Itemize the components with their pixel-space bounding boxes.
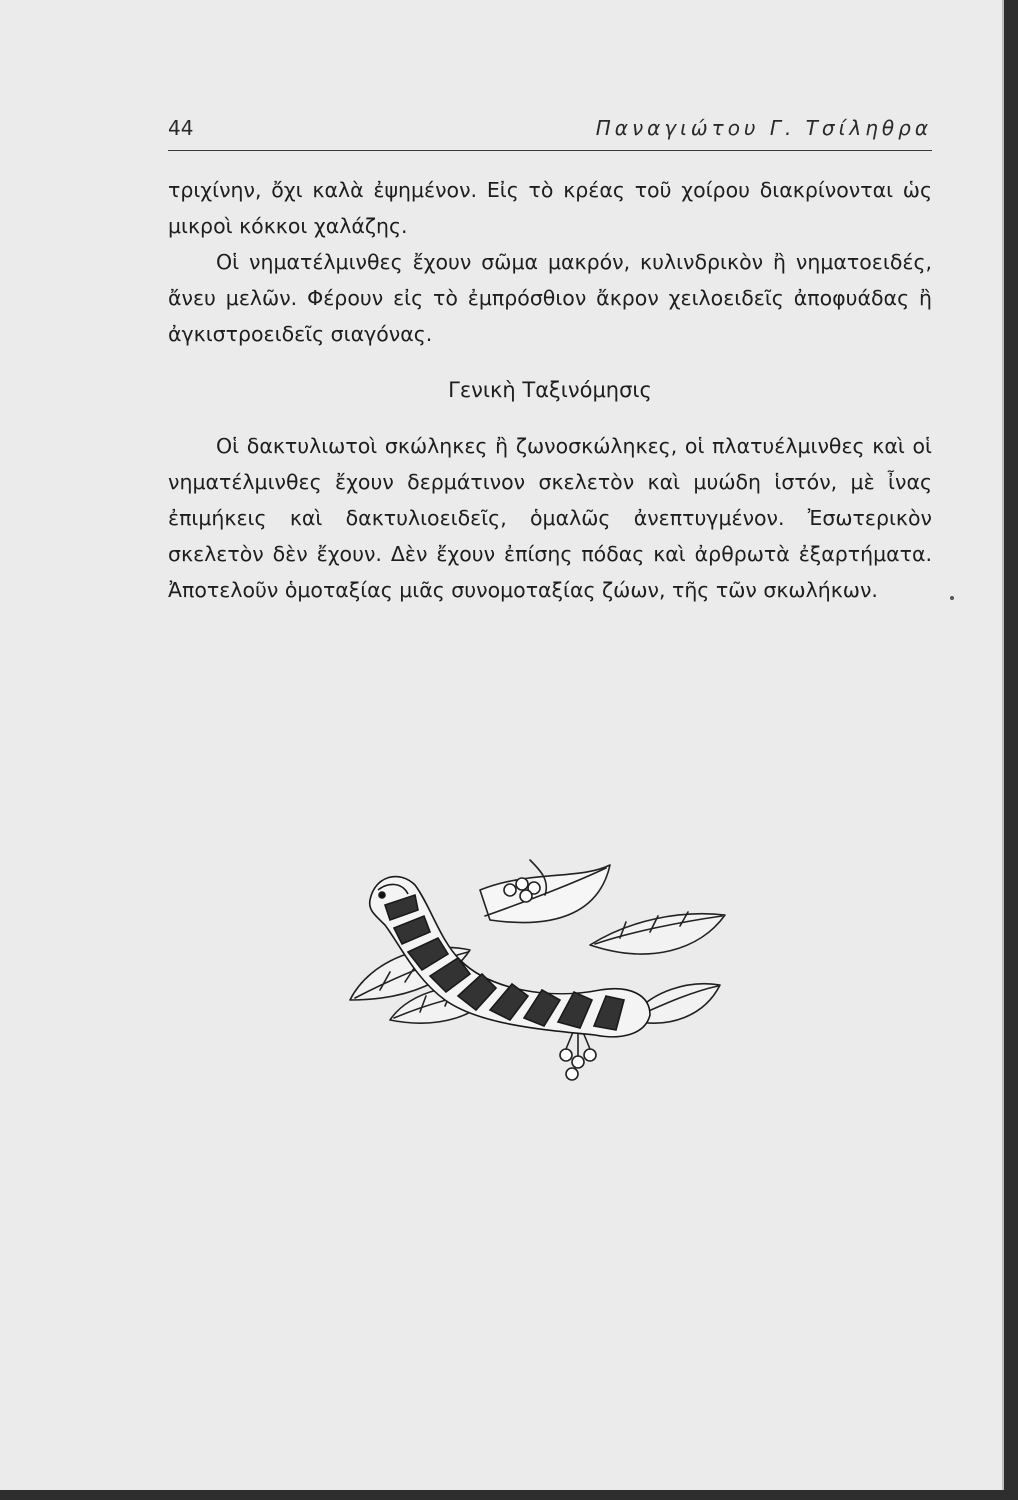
page-number: 44 <box>168 116 194 140</box>
section-heading: Γενικὴ Ταξινόμησις <box>448 378 652 402</box>
stray-ink-mark <box>950 596 954 600</box>
section-paragraph-1: Οἱ δακτυλιωτοὶ σκώληκες ἢ ζωνοσκώληκες, οἱ πλατυέλμινθες καὶ οἱ νηματέλμινθες ἔχουν δερμάτινον σκελετὸν καὶ μυώδη ἱστόν, μὲ ἶνας ἐπιμήκεις καὶ δακτυλιοειδεῖς, ὁμαλῶς ἀνεπτυγμένον. Ἐσωτερικὸν σκελετὸν δὲν ἔχουν. Δὲν ἔχουν ἐπίσης πόδας καὶ ἀρθρωτὰ ἐξαρτήματα. Ἀποτελοῦν ὁμοταξίας μιᾶς συνομοταξίας ζώων, τῆς τῶν σκωλήκων. <box>168 434 932 602</box>
body-text <box>168 172 932 608</box>
paragraph-1: τριχίνην, ὄχι καλὰ ἐψημένον. Εἰς τὸ κρέας τοῦ χοίρου διακρίνονται ὡς μικροὶ κόκκοι χαλάζης. <box>168 178 932 238</box>
header-rule <box>168 150 932 151</box>
paragraph-2: Οἱ νηματέλμινθες ἔχουν σῶμα μακρόν, κυλινδρικὸν ἢ νηματοειδές, ἄνευ μελῶν. Φέρουν εἰς τὸ ἐμπρόσθιον ἄκρον χειλοειδεῖς ἀποφυάδας ἢ ἀγκιστροειδεῖς σιαγόνας. <box>168 250 932 346</box>
caterpillar-on-leaves-icon <box>330 850 730 1090</box>
running-head <box>168 116 932 146</box>
running-head-title: Παναγιώτου Γ. Τσίληθρα <box>595 116 932 140</box>
